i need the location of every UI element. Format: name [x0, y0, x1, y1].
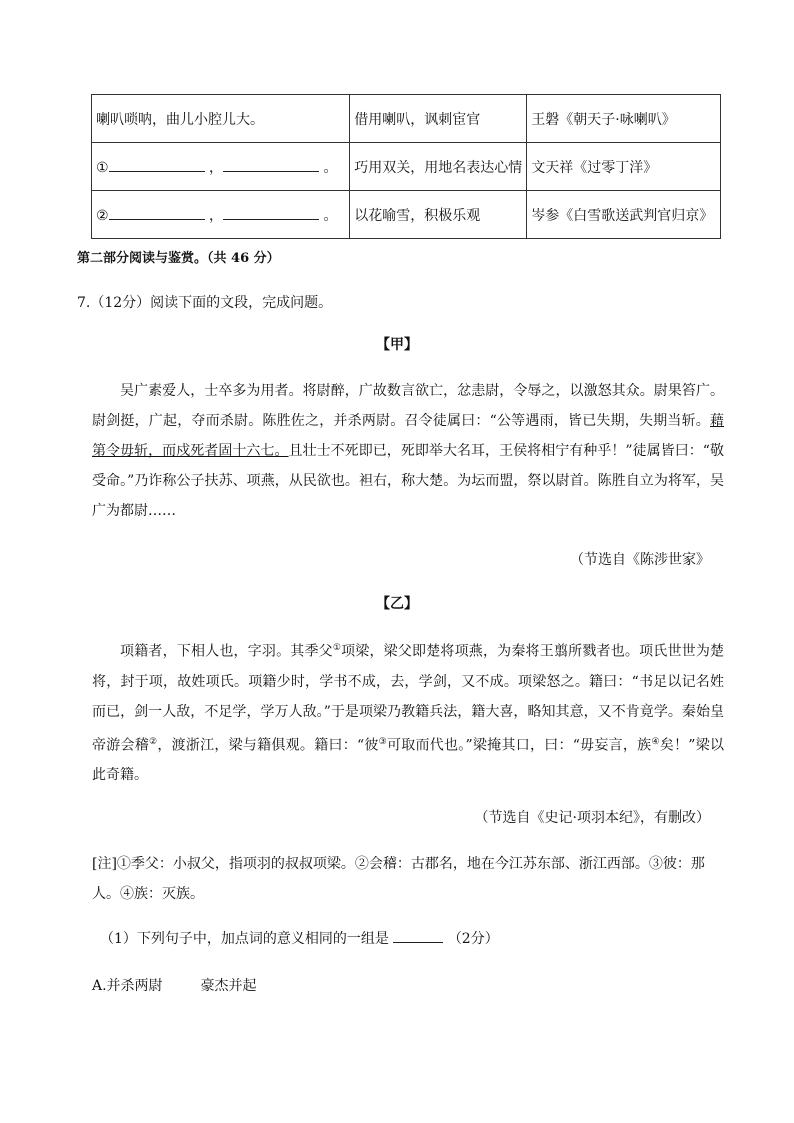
passage-yi-paragraph [92, 633, 724, 790]
sub-question-text: （1）下列句子中，加点词的意义相同的一组是 [100, 931, 389, 947]
fill-blank[interactable] [223, 205, 319, 220]
comma: ， [209, 207, 224, 224]
comma: ， [209, 159, 224, 176]
note-ref: ④ [651, 736, 660, 747]
table-cell: 以花喻雪，积极乐观 [350, 191, 527, 239]
table-cell: 岑参《白雪歌送武判官归京》 [527, 191, 721, 239]
table-cell: 文天祥《过零丁洋》 [527, 143, 721, 191]
passage-text: 项籍者，下相人也，字羽。其季父 [120, 643, 333, 660]
table-row [92, 143, 721, 191]
period: 。 [323, 207, 338, 224]
passage-yi-source: （节选自《史记·项羽本纪》，有删改） [474, 810, 710, 826]
table-cell: 巧用双关，用地名表达心情 [350, 143, 527, 191]
circled-number: ② [96, 207, 109, 224]
passage-jia-title: 【甲】 [376, 337, 418, 353]
annotation-notes: [注]①季父：小叔父，指项羽的叔叔项梁。②会稽：古郡名，地在今江苏东部、浙江西部。③彼：那人。④族：灭族。 [92, 856, 705, 902]
passage-jia-source: （节选自《陈涉世家》 [570, 552, 710, 568]
option-a-phrase-1: A.并杀两尉 [92, 978, 163, 994]
circled-number: ① [96, 159, 109, 176]
passage-text: ，渡浙江，梁与籍俱观。籍曰：“彼 [157, 737, 379, 754]
note-ref: ③ [378, 736, 387, 747]
passage-text: 项梁，梁父即楚将项燕，为秦将王翦所戮者也。项氏世世为楚将，封于项，故姓项氏。项籍少时，学书不成，去，学剑，又不成。项梁怒之。籍曰：“书足以记名姓而已，剑一人敌，不足学，学万人敌。”于是项梁乃教籍兵法，籍大喜，略知其意，又不肯竟学。秦始皇帝游会稽 [92, 643, 725, 754]
table-cell: 王磐《朝天子·咏喇叭》 [527, 95, 721, 143]
answer-blank[interactable] [393, 928, 443, 943]
passage-text: 矣！”梁以此奇籍。 [92, 737, 724, 784]
passage-jia [92, 376, 724, 526]
table-cell: 喇叭唢呐，曲儿小腔儿大。 [92, 95, 350, 143]
passage-yi [92, 633, 724, 790]
note-ref: ① [332, 643, 342, 653]
passage-text: 吴广素爱人，士卒多为用者。将尉醉，广故数言欲亡，忿恚尉，令辱之，以激怒其众。尉果笞广。尉剑挺，广起，夺而杀尉。陈胜佐之，并杀两尉。召令徒属曰：“公等遇雨，皆已失期，失期当斩。 [92, 383, 724, 429]
table-cell: 借用喇叭，讽刺宦官 [350, 95, 527, 143]
fill-blank[interactable] [223, 157, 319, 172]
sub-question [100, 928, 499, 948]
passage-yi-title: 【乙】 [376, 596, 418, 612]
fill-blank[interactable] [109, 205, 205, 220]
passage-text: 且壮士不死即已，死即举大名耳，王侯将相宁有种乎！”徒属皆曰：“敬受命。”乃诈称公子扶苏、项燕，从民欲也。袒右，称大楚。为坛而盟，祭以尉首。陈胜自立为将军，吴广为都尉…… [92, 443, 724, 519]
table-cell-blank [92, 191, 350, 239]
table-row [92, 95, 721, 143]
question-heading: 7.（12分）阅读下面的文段，完成问题。 [77, 295, 333, 311]
period: 。 [323, 159, 338, 176]
option-a-phrase-2: 豪杰并起 [200, 978, 257, 994]
passage-text: 可取而代也。”梁掩其口，曰：“毋妄言，族 [386, 737, 652, 754]
table-cell-blank [92, 143, 350, 191]
points: （2分） [447, 931, 499, 947]
passage-jia-paragraph [92, 376, 724, 526]
underlined-sentence: 藉第令毋斩，而戍死者固十六七。 [92, 413, 724, 459]
note-ref: ② [149, 736, 158, 747]
section-title: 第二部分阅读与鉴赏。（共 46 分） [77, 251, 280, 266]
poetry-table [91, 94, 721, 239]
option-a [92, 975, 257, 995]
fill-blank[interactable] [109, 157, 205, 172]
table-row [92, 191, 721, 239]
